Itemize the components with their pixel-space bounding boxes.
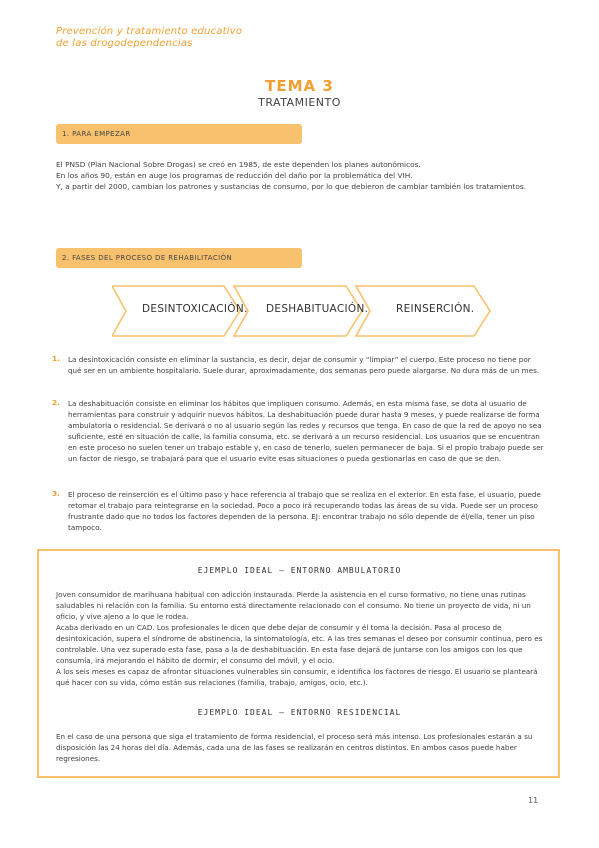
paragraph: El PNSD (Plan Nacional Sobre Drogas) se creó en 1985, de este dependen los planes autonómicos. bbox=[56, 160, 421, 169]
paragraph: En el caso de una persona que siga el tratamiento de forma residencial, el proceso será más intenso. Los profesionales estarán a su disposición las 24 horas del día. Además, cada una de las fases se realizarán en centros distintos. En ambos casos puede haber regresiones. bbox=[56, 732, 533, 763]
list-number: 1. bbox=[52, 354, 60, 363]
chapter-title: TEMA 3 bbox=[265, 77, 334, 95]
example-title: EJEMPLO IDEAL — ENTORNO AMBULATORIO bbox=[197, 566, 402, 575]
paragraph: Joven consumidor de marihuana habitual con adicción instaurada. Pierde la asistencia en el curso formativo, no tiene unas rutinas saludables ni relación con la familia. Su entorno está directamente relacionado con el consumo. No tiene un proyecto de vida, ni un oficio, y vive ajeno a lo que le rodea. bbox=[56, 590, 531, 621]
example-title: EJEMPLO IDEAL — ENTORNO RESIDENCIAL bbox=[197, 708, 402, 717]
paragraph: Y, a partir del 2000, cambian los patrones y sustancias de consumo, por lo que debieron de cambiar también los tratamientos. bbox=[56, 182, 527, 191]
phase-label: DESHABITUACIÓN. bbox=[266, 303, 369, 315]
section-heading-bar: 2. FASES DEL PROCESO DE REHABILITACIÓN bbox=[56, 248, 302, 268]
list-number: 2. bbox=[52, 398, 60, 407]
list-number: 3. bbox=[52, 489, 60, 498]
list-text: La deshabituación consiste en eliminar los hábitos que impliquen consumo. Además, en esta misma fase, se dota al usuario de herramientas para construir y adquirir nuevos hábitos. La deshabituación puede durar hasta 9 meses, y puede realizarse de forma ambulatoria o residencial. Se derivará o no al usuario según las redes y recursos que tenga. En caso de que la red de apoyo no sea suficiente, esté en situación de calle, la familia consuma, etc. se derivará a un recurso residencial. Los usuarios que se encuentran en este proceso no suelen tener un trabajo estable y, en caso de tenerlo, suelen permanecer de baja. Si el propio trabajo puede ser un factor de riesgo, se trabajará para que el usuario evite esas situaciones o pueda gestionarlas en caso de que se den. bbox=[68, 399, 544, 463]
document-header bbox=[56, 26, 242, 50]
section-1-text bbox=[56, 159, 546, 192]
phase-label: REINSERCIÓN. bbox=[396, 303, 475, 315]
list-text: El proceso de reinserción es el último paso y hace referencia al trabajo que se realiza en el exterior. En esta fase, el usuario, puede retomar el trabajo para reintegrarse en la sociedad. Poco a poco irá recuperando todas las áreas de su vida. Puede ser un proceso frustrante dado que no todos los factores dependen de la persona. EJ: encontrar trabajo no sólo depende de él/ella, tener un piso tampoco. bbox=[68, 490, 541, 532]
example-1-text bbox=[56, 589, 544, 688]
chapter-subtitle: TRATAMIENTO bbox=[258, 96, 341, 109]
header-line-1: Prevención y tratamiento educativo bbox=[56, 26, 243, 37]
example-2-text bbox=[56, 731, 544, 764]
list-text: La desintoxicación consiste en eliminar la sustancia, es decir, dejar de consumir y “limpiar” el cuerpo. Este proceso no tiene por qué ser en un ambiente hospitalario. Suele durar, aproximadamente, dos semanas pero puede alargarse. No dura más de un mes. bbox=[68, 355, 540, 375]
paragraph: En los años 90, están en auge los programas de reducción del daño por la problemática del VIH. bbox=[56, 171, 413, 180]
paragraph: Acaba derivado en un CAD. Los profesionales le dicen que debe dejar de consumir y él toma la decisión. Pasa al proceso de desintoxicación, supera el síndrome de abstinencia, la sintomatología, etc. A las tres semanas el deseo por consumir continua, pero es controlable. Una vez superado esta fase, pasa a la de deshabituación. En esta fase dejará de juntarse con los amigos con los que consumía, irá mejorando el hábito de dormir, el consumo del móvil, y el ocio. bbox=[56, 623, 543, 665]
section-heading-bar: 1. PARA EMPEZAR bbox=[56, 124, 302, 144]
header-line-2: de las drogodependencias bbox=[56, 38, 193, 49]
page-number: 11 bbox=[528, 796, 539, 805]
paragraph: A los seis meses es capaz de afrontar situaciones vulnerables sin consumir, e identifica los factores de riesgo. El usuario se planteará qué hacer con su vida, cómo están sus relaciones (familia, trabajo, amigos, ocio, etc.). bbox=[56, 667, 538, 687]
phase-label: DESINTOXICACIÓN. bbox=[142, 303, 248, 315]
